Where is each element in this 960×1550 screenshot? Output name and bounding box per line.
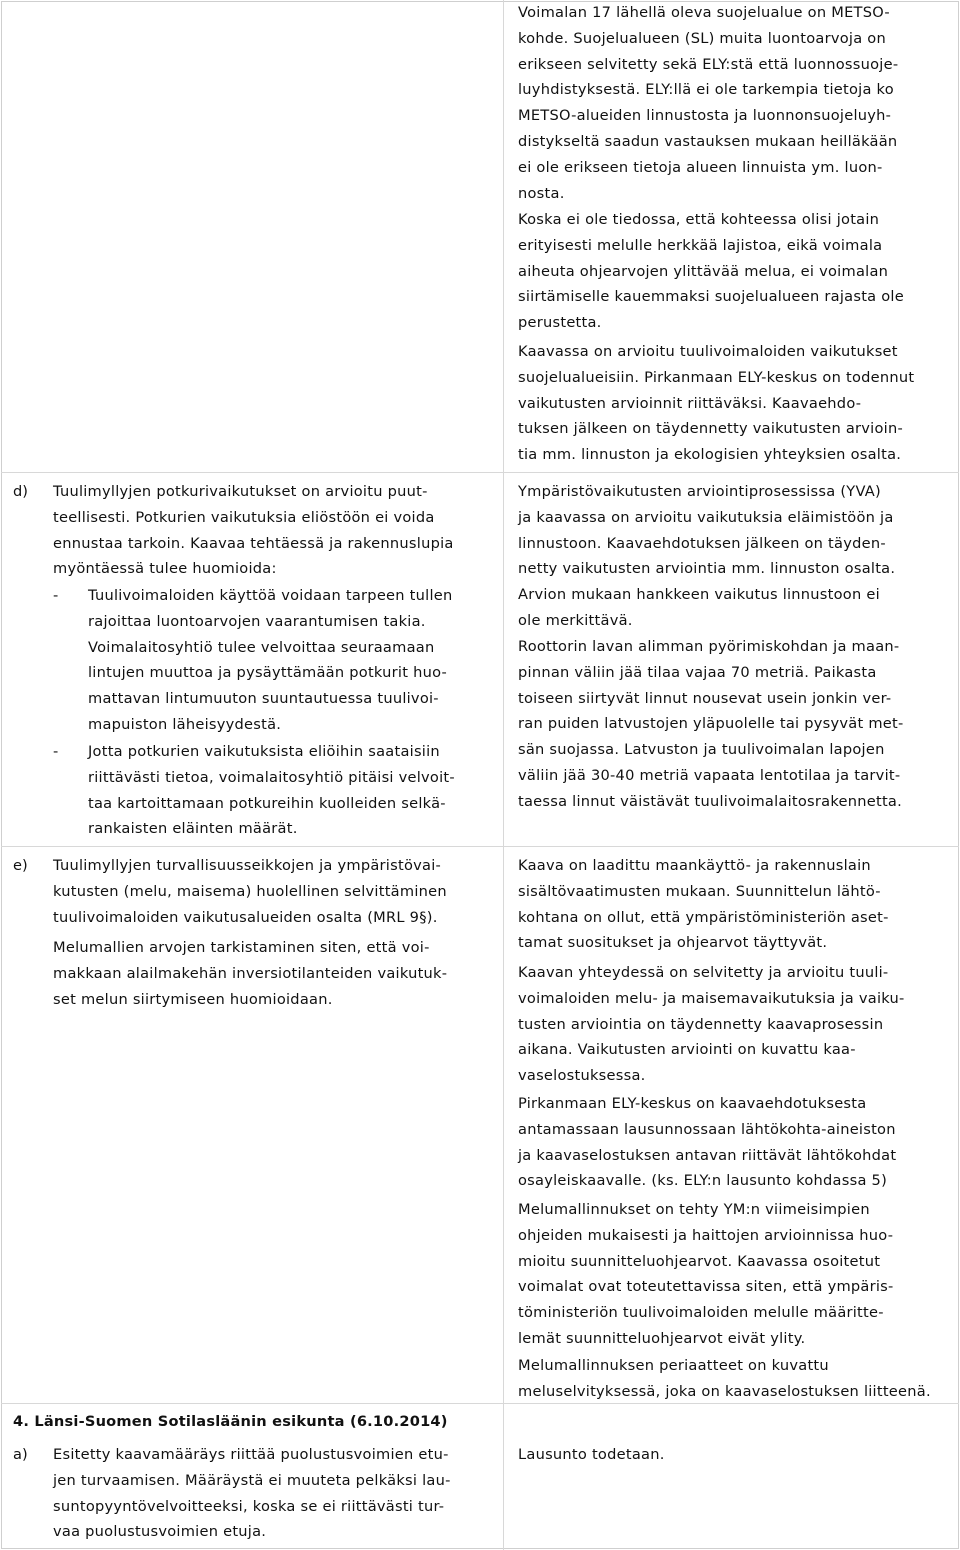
bullet-dash: - <box>53 587 59 604</box>
item-e-response-3: Pirkanmaan ELY-keskus on kaavaehdotuksesta antamassaan lausunnossaan lähtökohta-aineiston ja kaavaselostuksen antavan riittävät lähtökohdat osayleiskaavalle. (ks. ELY:n lausunto kohdassa 5) <box>518 1095 897 1190</box>
item-d-response-1: Ympäristövaikutusten arviointiprosessissa (YVA) ja kaavassa on arvioitu vaikutuksia eläimistöön ja linnustoon. Kaavaehdotuksen jälkeen on täyden- netty vaikutusten arviointia mm. linnuston osalta. Arvion mukaan hankkeen vaikutus linnustoon ei ole merkittävä. <box>518 483 896 629</box>
item-d-bullet-2: Jotta potkurien vaikutuksista eliöihin saataisiin riittävästi tietoa, voimalaitosyhtiö pitäisi velvoit- taa kartoittamaan potkureihin kuolleiden selkä- rankaisten eläinten määrät. <box>88 743 455 838</box>
item-e-response-2: Kaavan yhteydessä on selvitetty ja arvioitu tuuli- voimaloiden melu- ja maisemavaikutuksia ja vaiku- tusten arviointia on täydennetty kaavaprosessin aikana. Vaikutusten arviointi on kuvattu kaa- vaselostuksessa. <box>518 964 905 1085</box>
item-a-text: Esitetty kaavamääräys riittää puolustusvoimien etu- jen turvaamisen. Määräystä ei muuteta pelkäksi lau- suntopyyntövelvoitteeksi, koska se ei riittävästi tur- vaa puolustusvoimien etuja. <box>53 1446 451 1541</box>
response-paragraph: Voimalan 17 lähellä oleva suojelualue on METSO- kohde. Suojelualueen (SL) muita luontoarvoja on erikseen selvitetty sekä ELY:stä että luonnossuoje- luyhdistyksestä. ELY:llä ei ole tarkempia tietoja ko METSO-alueiden linnustosta ja luonnonsuojeluyh- distykseltä saadun vastauksen mukaan heilläkään ei ole erikseen tietoja alueen linnuista ym. luon- nosta. <box>518 4 899 202</box>
response-paragraph: Koska ei ole tiedossa, että kohteessa olisi jotain erityisesti melulle herkkää lajistoa, eikä voimala aiheuta ohjearvojen ylittävää melua, ei voimalan siirtämiselle kauemmaksi suojelualueen rajasta ole perustetta. <box>518 211 904 332</box>
column-divider <box>503 0 504 1550</box>
row-divider-e <box>1 846 959 847</box>
item-label-d: d) <box>13 483 28 500</box>
item-d-bullet-1: Tuulivoimaloiden käyttöä voidaan tarpeen tullen rajoittaa luontoarvojen vaarantumisen takia. Voimalaitosyhtiö tulee velvoittaa seuraamaan lintujen muuttoa ja pysäyttämään potkurit huo- mattavan lintumuuton suuntautuessa tuulivoi- mapuiston läheisyydestä. <box>88 587 453 733</box>
item-e-text: Tuulimyllyjen turvallisuusseikkojen ja ympäristövai- kutusten (melu, maisema) huolellinen selvittäminen tuulivoimaloiden vaikutusalueiden osalta (MRL 9§). <box>53 857 447 926</box>
item-e-response-1: Kaava on laadittu maankäyttö- ja rakennuslain sisältövaatimusten mukaan. Suunnittelun lähtö- kohtana on ollut, että ympäristöministeriön aset- tamat suositukset ja ohjearvot täyttyvät. <box>518 857 889 952</box>
item-label-e: e) <box>13 857 28 874</box>
row-divider-d <box>1 472 959 473</box>
section-heading: 4. Länsi-Suomen Sotilasläänin esikunta (6.10.2014) <box>13 1413 448 1430</box>
item-e-text-2: Melumallien arvojen tarkistaminen siten, että voi- makkaan alailmakehän inversiotilanteiden vaikutuk- set melun siirtymiseen huomioidaan. <box>53 939 448 1008</box>
item-label-a: a) <box>13 1446 28 1463</box>
item-d-text: Tuulimyllyjen potkurivaikutukset on arvioitu puut- teellisesti. Potkurien vaikutuksia eliöstöön ei voida ennustaa tarkoin. Kaavaa tehtäessä ja rakennuslupia myöntäessä tulee huomioida: <box>53 483 454 578</box>
item-d-response-2: Roottorin lavan alimman pyörimiskohdan ja maan- pinnan väliin jää tilaa vajaa 70 metriä. Paikasta toiseen siirtyvät linnut nousevat usein jonkin ver- ran puiden latvustojen yläpuolelle tai pysyvät met- sän suojassa. Latvuston ja tuulivoimalan lapojen väliin jää 30-40 metriä vapaata lentotilaa ja tarvit- taessa linnut väistävät tuulivoimalaitosrakennetta. <box>518 638 904 810</box>
item-e-response-5: Melumallinnuksen periaatteet on kuvattu meluselvityksessä, joka on kaavaselostuksen liitteenä. <box>518 1357 931 1400</box>
item-e-response-4: Melumallinnukset on tehty YM:n viimeisimpien ohjeiden mukaisesti ja haittojen arvioinnissa huo- mioitu suunnitteluohjearvot. Kaavassa osoitetut voimalat ovat toteutettavissa siten, että ympäris- töministeriön tuulivoimaloiden melulle määritte- lemät suunnitteluohjearvot eivät ylity. <box>518 1201 894 1347</box>
item-a-response: Lausunto todetaan. <box>518 1446 665 1463</box>
response-paragraph: Kaavassa on arvioitu tuulivoimaloiden vaikutukset suojelualueisiin. Pirkanmaan ELY-keskus on todennut vaikutusten arvioinnit riittäväksi. Kaavaehdo- tuksen jälkeen on täydennetty vaikutusten arvioin- tia mm. linnuston ja ekologisien yhteyksien osalta. <box>518 343 915 464</box>
bullet-dash: - <box>53 743 59 760</box>
